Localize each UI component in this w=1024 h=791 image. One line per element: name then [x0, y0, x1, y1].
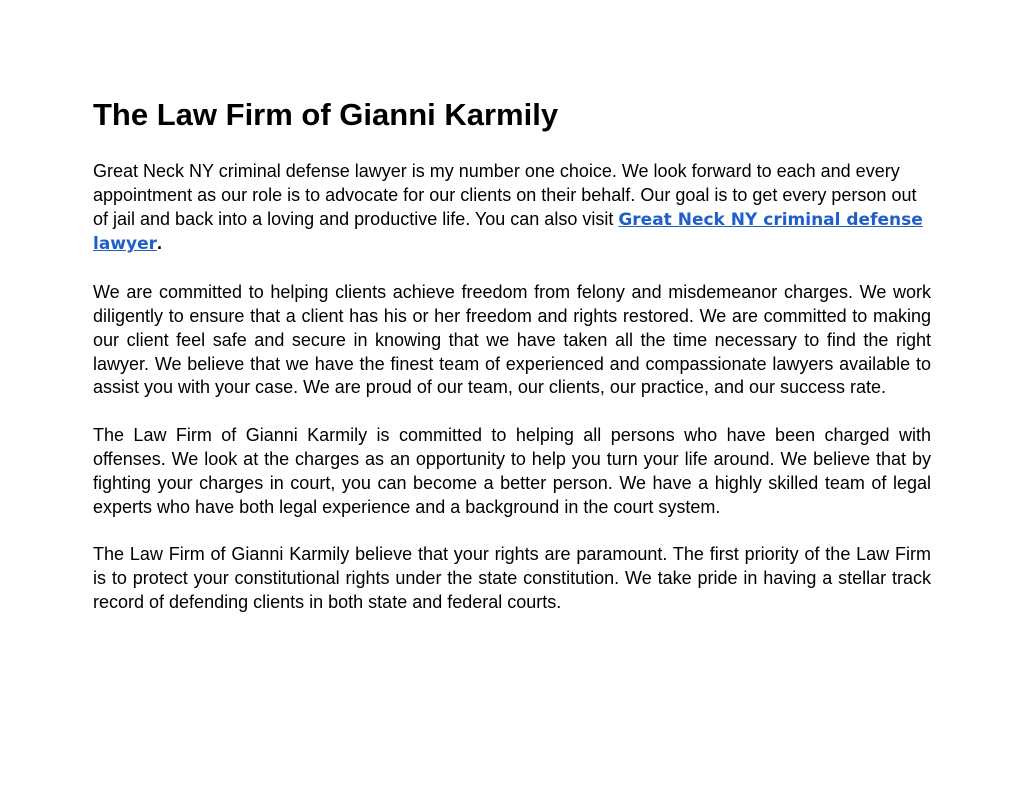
intro-paragraph-text: Great Neck NY criminal defense lawyer is my number one choice. We look forward to each and every appointment as our role is to advocate for our clients on their behalf. Our goal is to get every person out of jail and back into a loving and productive life. You can also visit — [93, 161, 917, 229]
firm-commitment-paragraph: The Law Firm of Gianni Karmily is committed to helping all persons who have been charged with offenses. We look at the charges as an opportunity to help you turn your life around. We believe that by fighting your charges in court, you can become a better person. We have a highly skilled team of legal experts who have both legal experience and a background in the court system. — [93, 425, 931, 517]
criminal-defense-lawyer-link[interactable]: Great Neck NY criminal defense lawyer — [93, 209, 923, 255]
intro-paragraph-end: . — [157, 233, 163, 254]
rights-paragraph: The Law Firm of Gianni Karmily believe that your rights are paramount. The first priority of the Law Firm is to protect your constitutional rights under the state constitution. We take pride in having a stellar track record of defending clients in both state and federal courts. — [93, 544, 931, 612]
document-page — [93, 95, 931, 615]
intro-paragraph — [93, 160, 931, 257]
page-title: The Law Firm of Gianni Karmily — [93, 97, 559, 132]
commitment-paragraph: We are committed to helping clients achieve freedom from felony and misdemeanor charges. We work diligently to ensure that a client has his or her freedom and rights restored. We are committed to making our client feel safe and secure in knowing that we have taken all the time necessary to find the right lawyer. We believe that we have the finest team of experienced and compassionate lawyers available to assist you with your case. We are proud of our team, our clients, our practice, and our success rate. — [93, 282, 931, 398]
